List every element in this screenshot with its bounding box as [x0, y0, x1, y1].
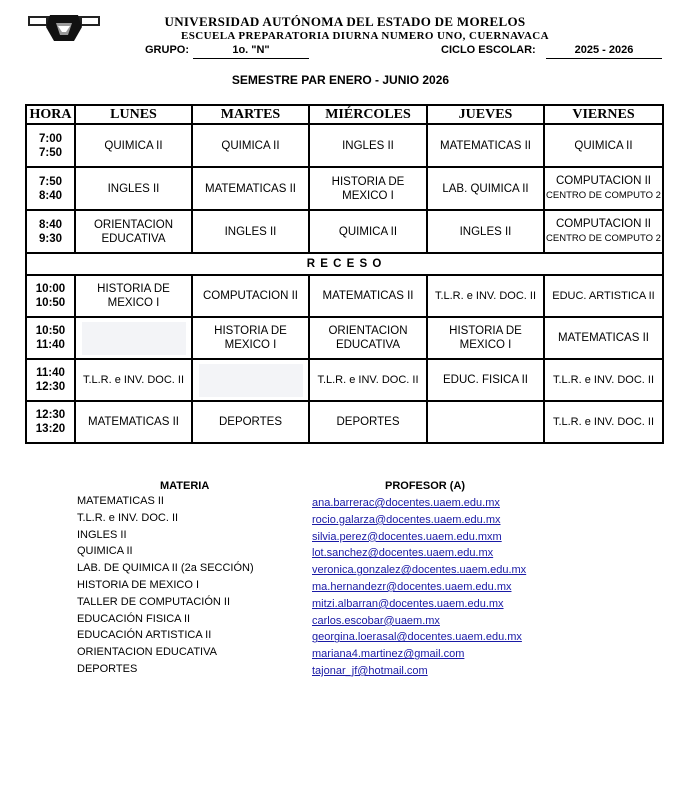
class-cell — [544, 167, 663, 210]
materia-item: EDUCACIÓN ARTISTICA II — [77, 629, 212, 642]
grupo-value: 1o. "N" — [193, 44, 309, 59]
materia-item: DEPORTES — [77, 662, 138, 675]
profesor-email-link[interactable]: mariana4.martinez@gmail.com — [312, 648, 465, 661]
col-header: VIERNES — [544, 105, 663, 124]
university-name: UNIVERSIDAD AUTÓNOMA DEL ESTADO DE MORELOS — [164, 14, 526, 29]
class-cell-text: COMPUTACION II — [556, 218, 651, 230]
empty-cell — [75, 317, 192, 359]
class-cell: COMPUTACION II — [192, 275, 309, 317]
materia-item: LAB. DE QUIMICA II (2a SECCIÓN) — [77, 562, 254, 575]
class-cell: T.L.R. e INV. DOC. II — [544, 401, 663, 443]
time-cell — [26, 359, 75, 401]
time-cell — [26, 275, 75, 317]
profesor-email-link[interactable]: mitzi.albarran@docentes.uaem.edu.mx — [312, 597, 504, 610]
class-cell: LAB. QUIMICA II — [427, 167, 544, 210]
materia-item: ORIENTACION EDUCATIVA — [77, 646, 217, 659]
schedule-row — [26, 167, 663, 210]
profesor-list — [312, 497, 526, 682]
schedule-row — [26, 124, 663, 167]
col-header: MIÉRCOLES — [309, 105, 427, 124]
class-cell — [427, 317, 544, 359]
class-cell: INGLES II — [75, 167, 192, 210]
room-note: CENTRO DE COMPUTO 2 — [546, 233, 661, 244]
schedule-row — [26, 359, 663, 401]
time-end: 9:30 — [38, 232, 63, 245]
time-start: 7:50 — [38, 175, 63, 188]
profesor-email-link[interactable]: silvia.perez@docentes.uaem.edu.mxm — [312, 530, 502, 543]
materia-item: T.L.R. e INV. DOC. II — [77, 511, 179, 524]
class-cell: QUIMICA II — [544, 124, 663, 167]
schedule-row — [26, 275, 663, 317]
class-cell-text: HISTORIA DE MEXICO I — [331, 175, 405, 202]
col-header: LUNES — [75, 105, 192, 124]
grupo-label: GRUPO: — [145, 44, 189, 56]
class-cell-text: HISTORIA DE MEXICO I — [449, 325, 522, 351]
profesor-email-link[interactable]: georgina.loerasal@docentes.uaem.edu.mx — [312, 631, 522, 644]
time-start: 8:40 — [38, 218, 63, 231]
class-cell: QUIMICA II — [309, 210, 427, 253]
col-header: HORA — [26, 105, 75, 124]
class-cell: T.L.R. e INV. DOC. II — [427, 275, 544, 317]
class-cell: QUIMICA II — [75, 124, 192, 167]
materia-item: QUIMICA II — [77, 545, 133, 558]
time-cell — [26, 167, 75, 210]
class-cell-text: HISTORIA DE MEXICO I — [97, 283, 170, 309]
class-cell: INGLES II — [192, 210, 309, 253]
class-cell: EDUC. FISICA II — [427, 359, 544, 401]
class-cell: MATEMATICAS II — [427, 124, 544, 167]
class-cell: T.L.R. e INV. DOC. II — [309, 359, 427, 401]
receso-label: R E C E S O — [26, 253, 663, 275]
time-end: 7:50 — [38, 146, 63, 159]
profesor-email-link[interactable]: rocio.galarza@docentes.uaem.edu.mx — [312, 513, 501, 526]
class-cell — [75, 275, 192, 317]
profesor-email-link[interactable]: ma.hernandezr@docentes.uaem.edu.mx — [312, 580, 512, 593]
class-cell: INGLES II — [427, 210, 544, 253]
class-cell: MATEMATICAS II — [544, 317, 663, 359]
materia-item: MATEMATICAS II — [77, 495, 164, 507]
semester-title: SEMESTRE PAR ENERO - JUNIO 2026 — [231, 73, 450, 87]
class-cell — [309, 317, 427, 359]
class-cell — [192, 317, 309, 359]
school-name: ESCUELA PREPARATORIA DIURNA NUMERO UNO, CUERNAVACA — [181, 30, 549, 42]
materia-item: HISTORIA DE MEXICO I — [77, 578, 200, 591]
class-cell-text: HISTORIA DE MEXICO I — [214, 325, 287, 351]
materia-list — [77, 495, 254, 680]
col-header: JUEVES — [427, 105, 544, 124]
class-cell-text: COMPUTACION II — [556, 175, 651, 187]
time-start: 12:30 — [35, 409, 66, 421]
profesor-email-link[interactable]: lot.sanchez@docentes.uaem.edu.mx — [312, 547, 494, 560]
materia-item: EDUCACIÓN FISICA II — [77, 612, 191, 625]
class-cell: DEPORTES — [309, 401, 427, 443]
schedule-row — [26, 210, 663, 253]
materia-item: TALLER DE COMPUTACIÓN II — [77, 595, 231, 608]
schedule-table — [25, 104, 664, 444]
ciclo-label: CICLO ESCOLAR: — [441, 44, 536, 56]
class-cell: QUIMICA II — [192, 124, 309, 167]
receso-row — [26, 253, 663, 275]
class-cell: INGLES II — [309, 124, 427, 167]
time-cell — [26, 210, 75, 253]
time-start: 7:00 — [38, 132, 63, 145]
class-cell — [309, 167, 427, 210]
time-start: 11:40 — [36, 367, 65, 379]
time-cell — [26, 317, 75, 359]
class-cell: DEPORTES — [192, 401, 309, 443]
materia-header: MATERIA — [160, 480, 210, 492]
time-end: 12:30 — [35, 381, 66, 393]
schedule-row — [26, 317, 663, 359]
empty-cell — [192, 359, 309, 401]
materia-item: INGLES II — [77, 528, 127, 541]
class-cell: T.L.R. e INV. DOC. II — [75, 359, 192, 401]
profesor-email-link[interactable]: ana.barrerac@docentes.uaem.edu.mx — [312, 497, 500, 509]
empty-slot — [82, 322, 186, 355]
time-end: 11:40 — [36, 339, 65, 351]
schedule-row — [26, 401, 663, 443]
time-cell — [26, 124, 75, 167]
time-start: 10:00 — [35, 283, 66, 295]
profesor-email-link[interactable]: tajonar_jf@hotmail.com — [312, 664, 428, 677]
time-end: 10:50 — [35, 297, 66, 309]
profesor-email-link[interactable]: veronica.gonzalez@docentes.uaem.edu.mx — [312, 564, 527, 577]
university-logo — [26, 13, 102, 45]
room-note: CENTRO DE COMPUTO 2 — [546, 190, 661, 201]
class-cell: MATEMATICAS II — [309, 275, 427, 317]
time-end: 8:40 — [38, 189, 63, 202]
ciclo-value: 2025 - 2026 — [546, 44, 662, 59]
profesor-header: PROFESOR (A) — [385, 480, 466, 492]
class-cell: MATEMATICAS II — [192, 167, 309, 210]
class-cell-text: ORIENTACION EDUCATIVA — [93, 218, 173, 245]
class-cell-text: ORIENTACION EDUCATIVA — [328, 325, 408, 351]
col-header: MARTES — [192, 105, 309, 124]
time-cell — [26, 401, 75, 443]
time-start: 10:50 — [35, 325, 66, 337]
class-cell: MATEMATICAS II — [75, 401, 192, 443]
profesor-email-link[interactable]: carlos.escobar@uaem.mx — [312, 614, 440, 627]
empty-slot — [199, 364, 303, 397]
time-end: 13:20 — [35, 423, 66, 435]
empty-cell — [427, 401, 544, 443]
class-cell: T.L.R. e INV. DOC. II — [544, 359, 663, 401]
class-cell: EDUC. ARTISTICA II — [544, 275, 663, 317]
class-cell — [75, 210, 192, 253]
class-cell — [544, 210, 663, 253]
schedule-header-row — [26, 105, 663, 124]
